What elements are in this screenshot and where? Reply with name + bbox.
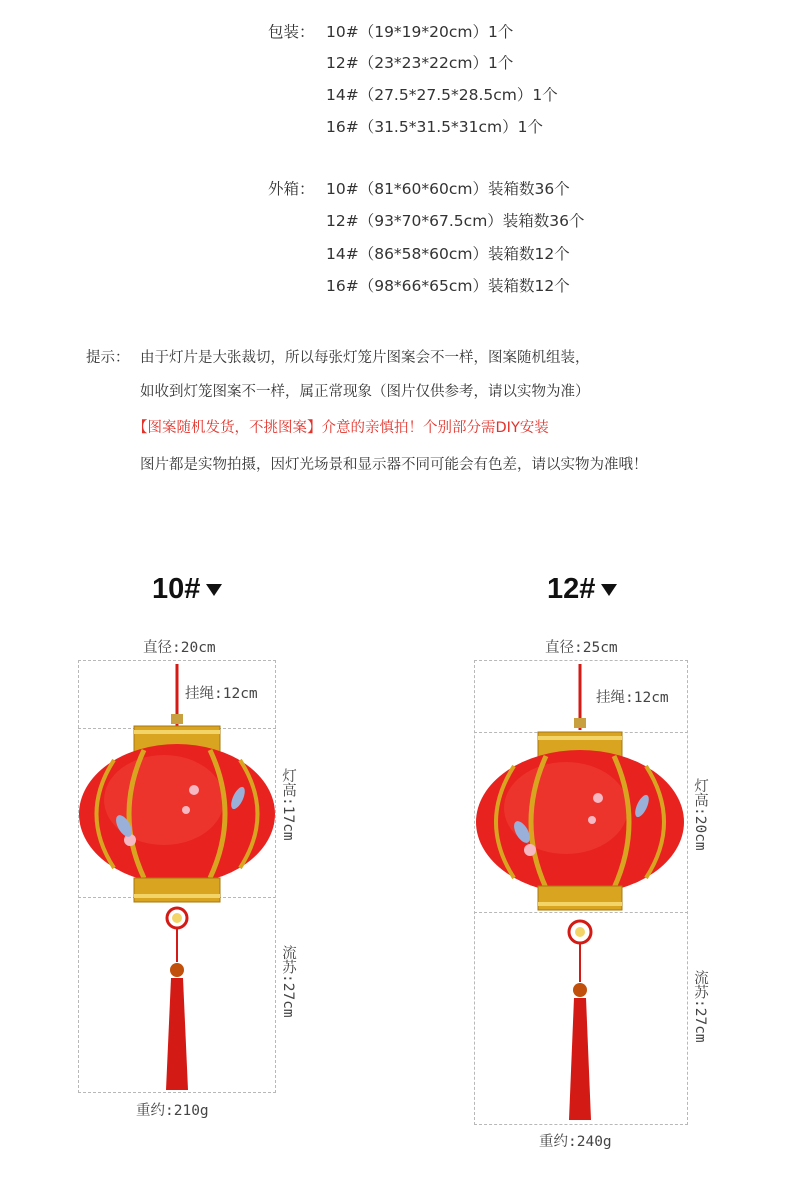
notes-warning: 【图案随机发货，不挑图案】介意的亲慎拍！个别部分需DIY安装 [133,420,549,436]
tassel-label: 流苏:27cm [692,970,708,1043]
outer-box-line: 16#（98*66*65cm）装箱数12个 [326,277,570,295]
notes-line: 如收到灯笼图案不一样，属正常现象（图片仅供参考，请以实物为准） [140,384,590,400]
product-title [547,573,617,606]
packaging-line: 12#（23*23*22cm）1个 [326,54,514,72]
outer-box-line: 12#（93*70*67.5cm）装箱数36个 [326,212,585,230]
notes-label: 提示： [86,350,130,366]
weight-label: 重约:210g [136,1103,209,1119]
outer-box-line: 10#（81*60*60cm）装箱数36个 [326,180,570,198]
tassel-label: 流苏:27cm [280,945,296,1018]
rope-label: 挂绳:12cm [596,690,669,706]
down-triangle-icon [601,584,617,596]
lantern-image [474,660,686,1122]
weight-label: 重约:240g [539,1134,612,1150]
down-triangle-icon [206,584,222,596]
packaging-line: 10#（19*19*20cm）1个 [326,23,514,41]
product-title-text: 10# [152,573,201,605]
packaging-line: 16#（31.5*31.5*31cm）1个 [326,118,543,136]
lantern-image [74,660,274,1092]
notes-line: 图片都是实物拍摄，因灯光场景和显示器不同可能会有色差，请以实物为准哦！ [140,457,648,473]
diameter-label: 直径:25cm [545,640,618,656]
height-label: 灯高:17cm [280,768,296,841]
product-title [152,573,222,606]
outer-box-label: 外箱： [268,180,315,198]
product-title-text: 12# [547,573,596,605]
packaging-line: 14#（27.5*27.5*28.5cm）1个 [326,86,558,104]
height-label: 灯高:20cm [692,778,708,851]
outer-box-line: 14#（86*58*60cm）装箱数12个 [326,245,570,263]
rope-label: 挂绳:12cm [185,686,258,702]
packaging-label: 包装： [268,23,315,41]
notes-line: 由于灯片是大张裁切，所以每张灯笼片图案会不一样，图案随机组装， [140,350,590,366]
diameter-label: 直径:20cm [143,640,216,656]
